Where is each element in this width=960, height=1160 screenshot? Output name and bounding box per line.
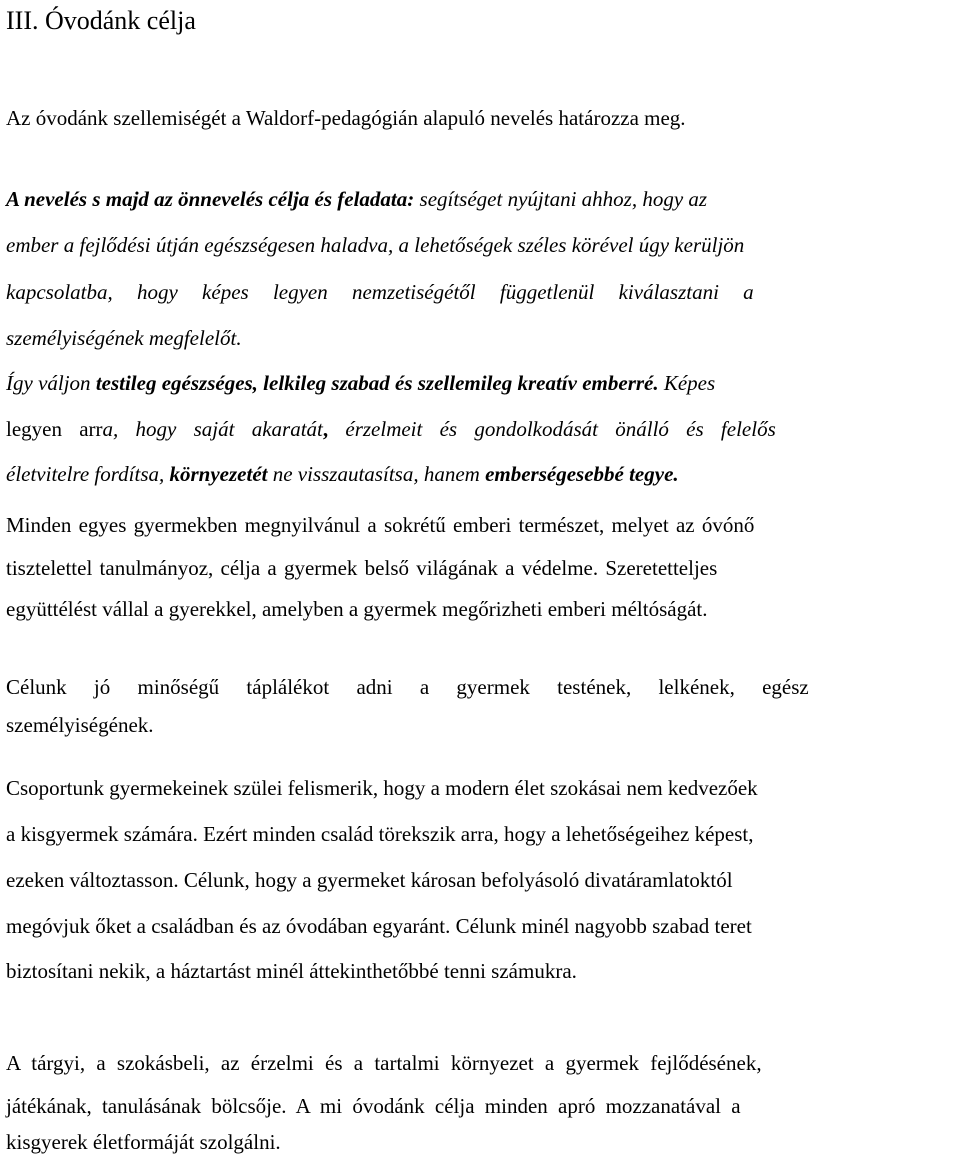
p1-line-5-tail: Képes [658, 371, 716, 395]
p3-line-1: Célunk jó minőségű táplálékot adni a gyermek testének, lelkének, egész [6, 675, 809, 699]
p5-line-3: kisgyerek életformáját szolgálni. [6, 1130, 281, 1154]
p4-line-3: ezeken változtasson. Célunk, hogy a gyermeket károsan befolyásoló divatáramlatoktól [6, 868, 733, 892]
p2-line-1: Minden egyes gyermekben megnyilvánul a sokrétű emberi természet, melyet az óvónő [6, 513, 755, 537]
section-heading: III. Óvodánk célja [6, 6, 196, 35]
p1-line-6-italic: a, hogy saját akaratát [102, 417, 323, 441]
p5-line-2: játékának, tanulásának bölcsője. A mi óvodánk célja minden apró mozzanatával a [6, 1094, 741, 1118]
p1-line-2-text: ember a fejlődési útján egészségesen haladva, a lehetőségek széles körével úgy kerüljön [6, 233, 745, 257]
p1-line-3 [6, 279, 956, 305]
p3-line-2: személyiségének. [6, 713, 154, 737]
p1-bold-phrase: A nevelés s majd az önnevelés célja és feladata: [6, 187, 415, 211]
p1-line-7-bold-end: emberségesebbé tegye. [485, 462, 679, 486]
p4-line-4: megóvjuk őket a családban és az óvodában egyaránt. Célunk minél nagyobb szabad teret [6, 914, 752, 938]
p1-line-5 [6, 370, 956, 396]
intro-paragraph: Az óvodánk szellemiségét a Waldorf-pedagógián alapuló nevelés határozza meg. [6, 106, 686, 130]
p1-line-7-bold: környezetét [169, 462, 268, 486]
p1-line-6-comma: , [322, 417, 329, 441]
p4-line-5: biztosítani nekik, a háztartást minél áttekinthetőbbé tenni számukra. [6, 959, 577, 983]
p4-line-1: Csoportunk gyermekeinek szülei felismerik, hogy a modern élet szokásai nem kedvezőek [6, 776, 758, 800]
p1-line-4 [6, 325, 956, 351]
p1-line-4-text: személyiségének megfelelőt. [6, 326, 242, 350]
p1-line-6-rest: érzelmeit és gondolkodását önálló és felelős [328, 417, 776, 441]
p1-line-5-italic: Így váljon [6, 371, 96, 395]
p1-line-5-bold: testileg egészséges, lelkileg szabad és szellemileg kreatív emberré. [95, 371, 659, 395]
p1-line-7-a: életvitelre fordítsa, [6, 462, 170, 486]
p2-line-3: együttélést vállal a gyerekkel, amelyben a gyermek megőrizheti emberi méltóságát. [6, 597, 708, 621]
p1-line-1 [6, 186, 956, 212]
p1-italic-text: segítséget nyújtani ahhoz, hogy az [414, 187, 708, 211]
p1-line-7 [6, 461, 956, 487]
p1-line-6-roman: legyen arr [6, 417, 103, 441]
p1-line-6 [6, 416, 956, 442]
p5-line-1: A tárgyi, a szokásbeli, az érzelmi és a tartalmi környezet a gyermek fejlődésének, [6, 1051, 762, 1075]
p1-line-2 [6, 232, 956, 258]
p1-line-3-text: kapcsolatba, hogy képes legyen nemzetiségétől függetlenül kiválasztani a [6, 280, 754, 304]
p2-line-2: tisztelettel tanulmányoz, célja a gyermek belső világának a védelme. Szeretetteljes [6, 556, 718, 580]
p1-line-7-c: ne visszautasítsa, hanem [267, 462, 486, 486]
p4-line-2: a kisgyermek számára. Ezért minden család törekszik arra, hogy a lehetőségeihez képest, [6, 822, 754, 846]
